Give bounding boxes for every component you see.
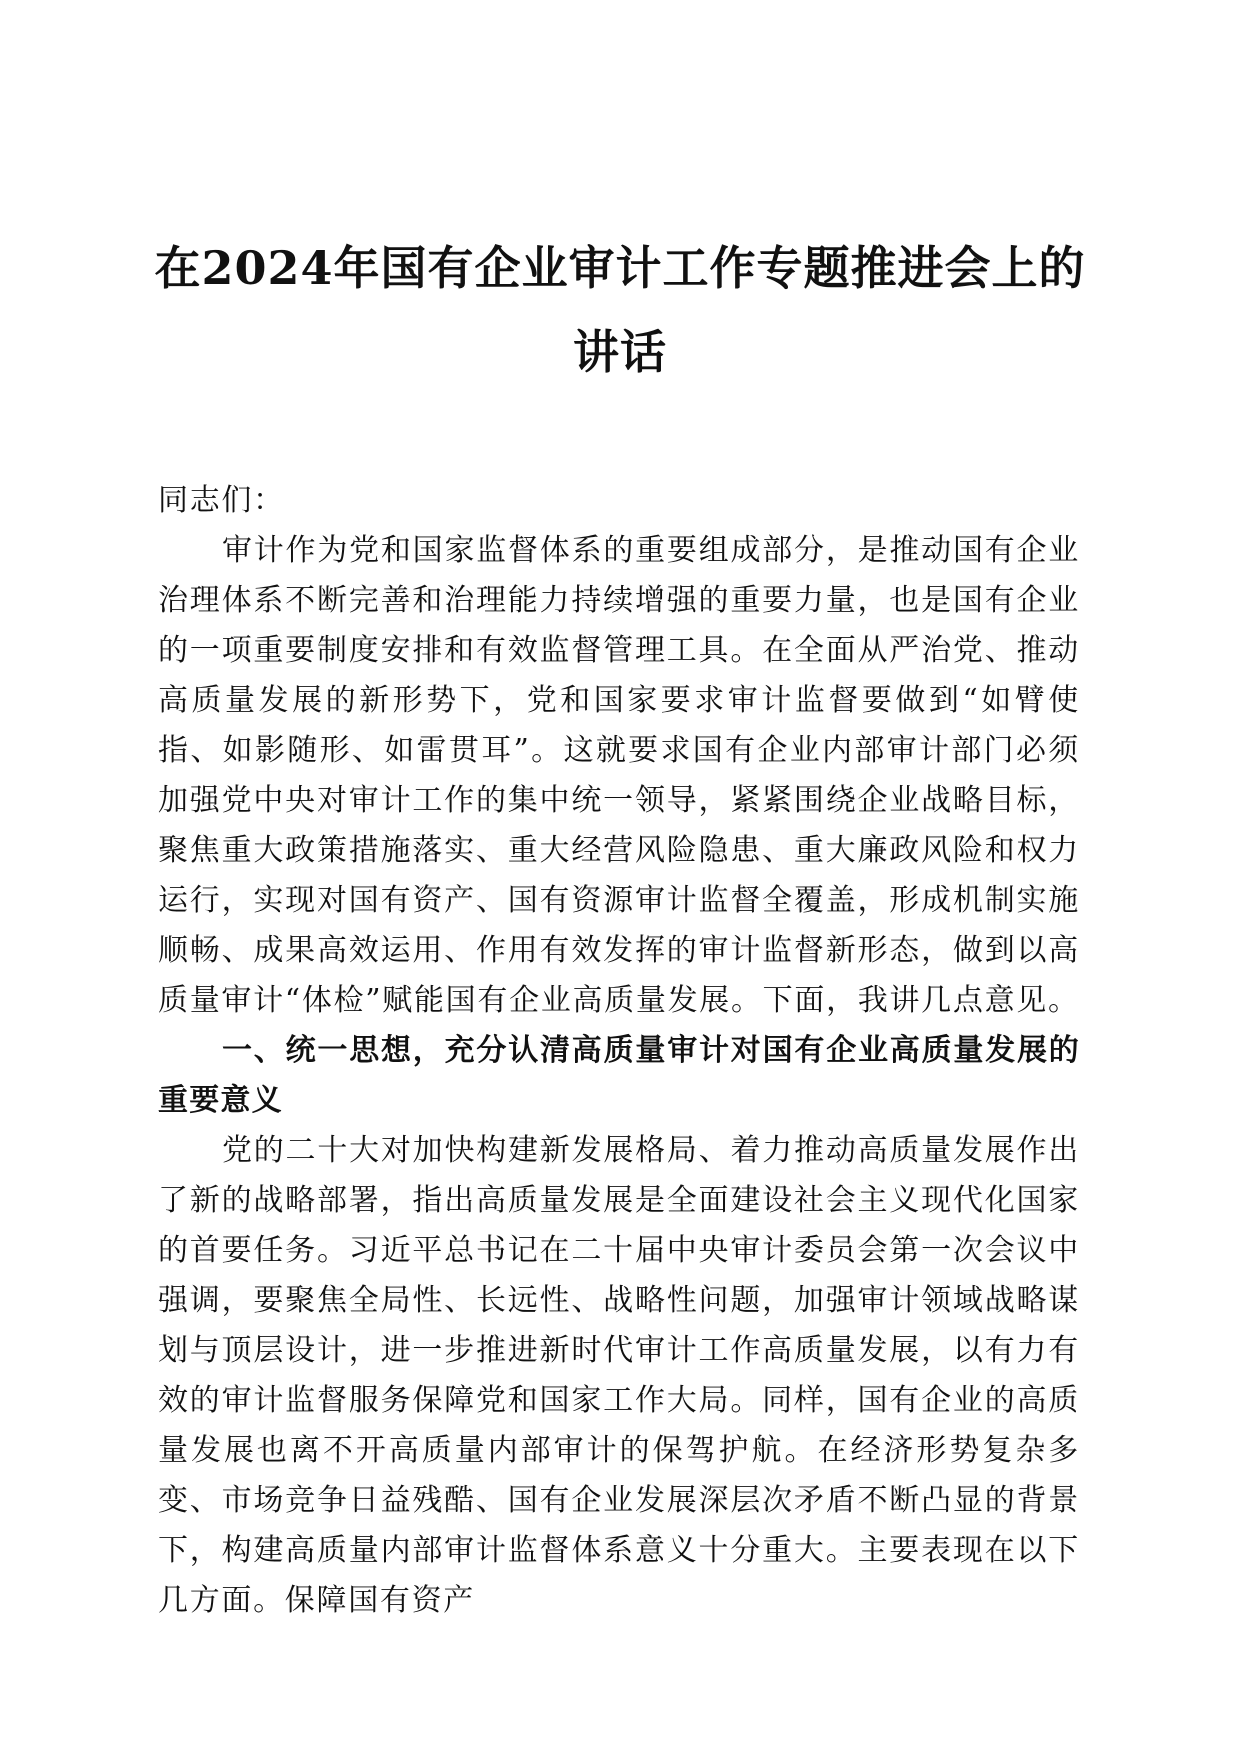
document-body [158, 476, 1080, 1626]
section-heading-1: 一、统一思想，充分认清高质量审计对国有企业高质量发展的重要意义 [158, 1033, 1080, 1118]
paragraph-2: 党的二十大对加快构建新发展格局、着力推动高质量发展作出了新的战略部署，指出高质量发展是全面建设社会主义现代化国家的首要任务。习近平总书记在二十届中央审计委员会第一次会议中强调，要聚焦全局性、长远性、战略性问题，加强审计领域战略谋划与顶层设计，进一步推进新时代审计工作高质量发展，以有力有效的审计监督服务保障党和国家工作大局。同样，国有企业的高质量发展也离不开高质量内部审计的保驾护航。在经济形势复杂多变、市场竞争日益残酷、国有企业发展深层次矛盾不断凸显的背景下，构建高质量内部审计监督体系意义十分重大。主要表现在以下几方面。保障国有资产 [158, 1133, 1080, 1618]
paragraph-1: 审计作为党和国家监督体系的重要组成部分，是推动国有企业治理体系不断完善和治理能力持续增强的重要力量，也是国有企业的一项重要制度安排和有效监督管理工具。在全面从严治党、推动高质量发展的新形势下，党和国家要求审计监督要做到“如臂使指、如影随形、如雷贯耳”。这就要求国有企业内部审计部门必须加强党中央对审计工作的集中统一领导，紧紧围绕企业战略目标，聚焦重大政策措施落实、重大经营风险隐患、重大廉政风险和权力运行，实现对国有资产、国有资源审计监督全覆盖，形成机制实施顺畅、成果高效运用、作用有效发挥的审计监督新形态，做到以高质量审计“体检”赋能国有企业高质量发展。下面，我讲几点意见。 [158, 533, 1080, 1018]
salutation: 同志们： [158, 483, 285, 518]
document-title [140, 226, 1100, 394]
title-line-2: 讲话 [573, 325, 667, 379]
title-line-1: 在2024年国有企业审计工作专题推进会上的 [154, 241, 1086, 295]
